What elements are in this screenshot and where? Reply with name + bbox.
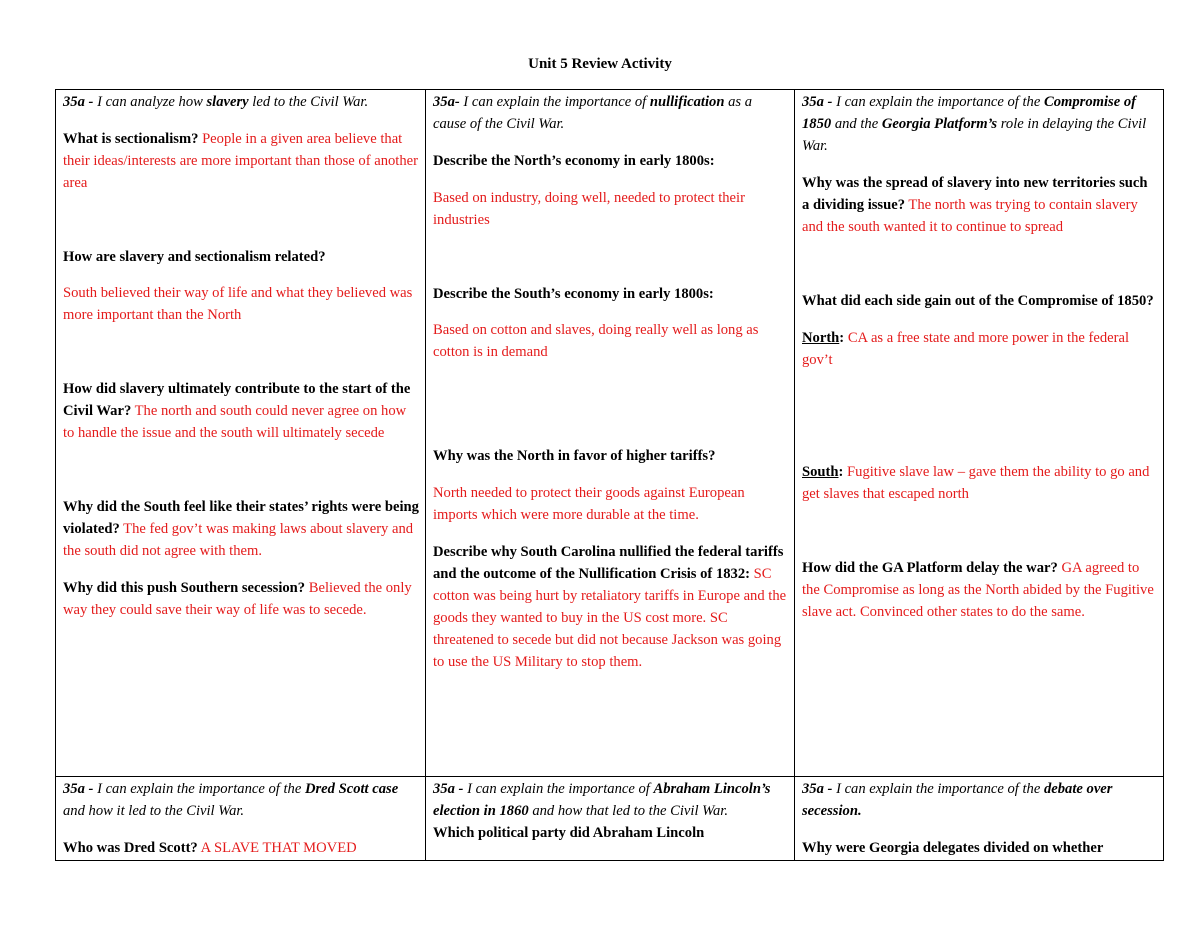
- question: How are slavery and sectionalism related?: [63, 249, 326, 265]
- objective: [433, 91, 788, 135]
- page-title: Unit 5 Review Activity: [528, 56, 672, 72]
- qa-block: [63, 378, 419, 444]
- answer: The north and south could never agree on how to handle the issue and the south will ultimately secede: [63, 403, 407, 441]
- qa-block: [63, 837, 419, 859]
- objective-text: I can explain the importance of the: [836, 781, 1044, 797]
- question: Why was the spread of slavery into new territories such a dividing issue?: [802, 175, 1148, 213]
- objective-text: and the: [831, 116, 882, 132]
- answer: GA agreed to the Compromise as long as the North abided by the Fugitive slave act. Convinced other states to do the same.: [802, 560, 1154, 620]
- objective-code: 35a -: [63, 94, 98, 110]
- objective: [802, 778, 1158, 822]
- south-block: South: Fugitive slave law – gave them the ability to go and get slaves that escaped north: [802, 464, 1150, 502]
- question: Why was the North in favor of higher tariffs?: [433, 448, 716, 464]
- objective-keyword: Abraham Lincoln’s election in 1860: [433, 781, 771, 819]
- objective-keyword: nullification: [649, 94, 725, 110]
- objective-text: I can explain the importance of: [467, 781, 654, 797]
- objective-text: and how it led to the Civil War.: [63, 803, 245, 819]
- review-table: [55, 89, 1164, 861]
- north-block: North: CA as a free state and more power in the federal gov’t: [802, 330, 1130, 368]
- cell-nullification: [426, 90, 794, 776]
- objective-text: and how that led to the Civil War.: [528, 803, 728, 819]
- objective-code: 35a -: [802, 94, 837, 110]
- question: Who was Dred Scott?: [63, 840, 198, 856]
- objective-keyword: Dred Scott case: [304, 781, 399, 797]
- objective-keyword: Compromise of 1850: [802, 94, 1136, 132]
- objective-text: led to the Civil War.: [248, 94, 369, 110]
- answer: Based on industry, doing well, needed to protect their industries: [433, 190, 745, 228]
- objective-keyword: debate over secession.: [802, 781, 1113, 819]
- question: How did the GA Platform delay the war?: [802, 560, 1058, 576]
- answer: A SLAVE THAT MOVED: [200, 840, 357, 856]
- cell-compromise-1850: [795, 90, 1164, 776]
- objective-text: I can explain the importance of: [463, 94, 650, 110]
- objective-text: role in delaying the Civil War.: [802, 116, 1147, 154]
- answer: The fed gov’t was making laws about slavery and the south did not agree with them.: [63, 521, 414, 559]
- question: What is sectionalism?: [63, 131, 199, 147]
- question: Describe the South’s economy in early 1800s:: [433, 286, 714, 302]
- qa-block: [63, 577, 419, 621]
- question: What did each side gain out of the Compromise of 1850?: [802, 293, 1154, 309]
- cell-dred-scott: [56, 777, 425, 861]
- answer: South believed their way of life and what they believed was more important than the North: [63, 285, 413, 323]
- answer: People in a given area believe that their ideas/interests are more important than those of another area: [63, 131, 418, 191]
- qa-block: [63, 128, 419, 194]
- objective-code: 35a -: [433, 781, 468, 797]
- cell-secession-debate: [795, 777, 1164, 861]
- qa-block: [433, 541, 788, 673]
- question: Describe why South Carolina nullified the federal tariffs and the outcome of the Nullification Crisis of 1832:: [433, 544, 784, 582]
- question: Which political party did Abraham Lincoln: [433, 825, 705, 841]
- question: How did slavery ultimately contribute to the start of the Civil War?: [63, 381, 411, 419]
- qa-block: [63, 496, 419, 562]
- objective-text: I can analyze how: [97, 94, 207, 110]
- objective-code: 35a -: [802, 781, 837, 797]
- cell-lincoln-election: [426, 777, 794, 861]
- question: Describe the North’s economy in early 1800s:: [433, 153, 715, 169]
- north-label: North: [802, 330, 840, 346]
- answer: North needed to protect their goods against European imports which were more durable at the time.: [433, 485, 745, 523]
- objective: [63, 778, 419, 822]
- qa-block: [802, 557, 1158, 623]
- question: Why did this push Southern secession?: [63, 580, 306, 596]
- answer: Based on cotton and slaves, doing really well as long as cotton is in demand: [433, 322, 759, 360]
- answer: Fugitive slave law – gave them the ability to go and get slaves that escaped north: [802, 464, 1150, 502]
- objective-text: as a cause of the Civil War.: [433, 94, 753, 132]
- objective: [433, 778, 788, 822]
- objective: [802, 91, 1158, 157]
- objective-keyword: slavery: [206, 94, 249, 110]
- objective-text: I can explain the importance of the: [97, 781, 305, 797]
- south-label: South: [802, 464, 839, 480]
- question: Why did the South feel like their states’ rights were being violated?: [63, 499, 419, 537]
- objective-text: I can explain the importance of the: [836, 94, 1044, 110]
- qa-block: [802, 172, 1158, 238]
- objective-code: 35a-: [433, 94, 464, 110]
- objective: [63, 91, 419, 113]
- answer: SC cotton was being hurt by retaliatory tariffs in Europe and the goods they wanted to buy in the US cost more. SC threatened to secede but did not because Jackson was going to use the US Military to stop them.: [433, 566, 787, 670]
- objective-keyword: Georgia Platform’s: [881, 116, 998, 132]
- cell-slavery: [56, 90, 425, 776]
- answer: The north was trying to contain slavery and the south wanted it to continue to spread: [802, 197, 1138, 235]
- objective-code: 35a -: [63, 781, 98, 797]
- answer: Believed the only way they could save their way of life was to secede.: [63, 580, 412, 618]
- question: Why were Georgia delegates divided on whether: [802, 840, 1104, 856]
- answer: CA as a free state and more power in the federal gov’t: [802, 330, 1130, 368]
